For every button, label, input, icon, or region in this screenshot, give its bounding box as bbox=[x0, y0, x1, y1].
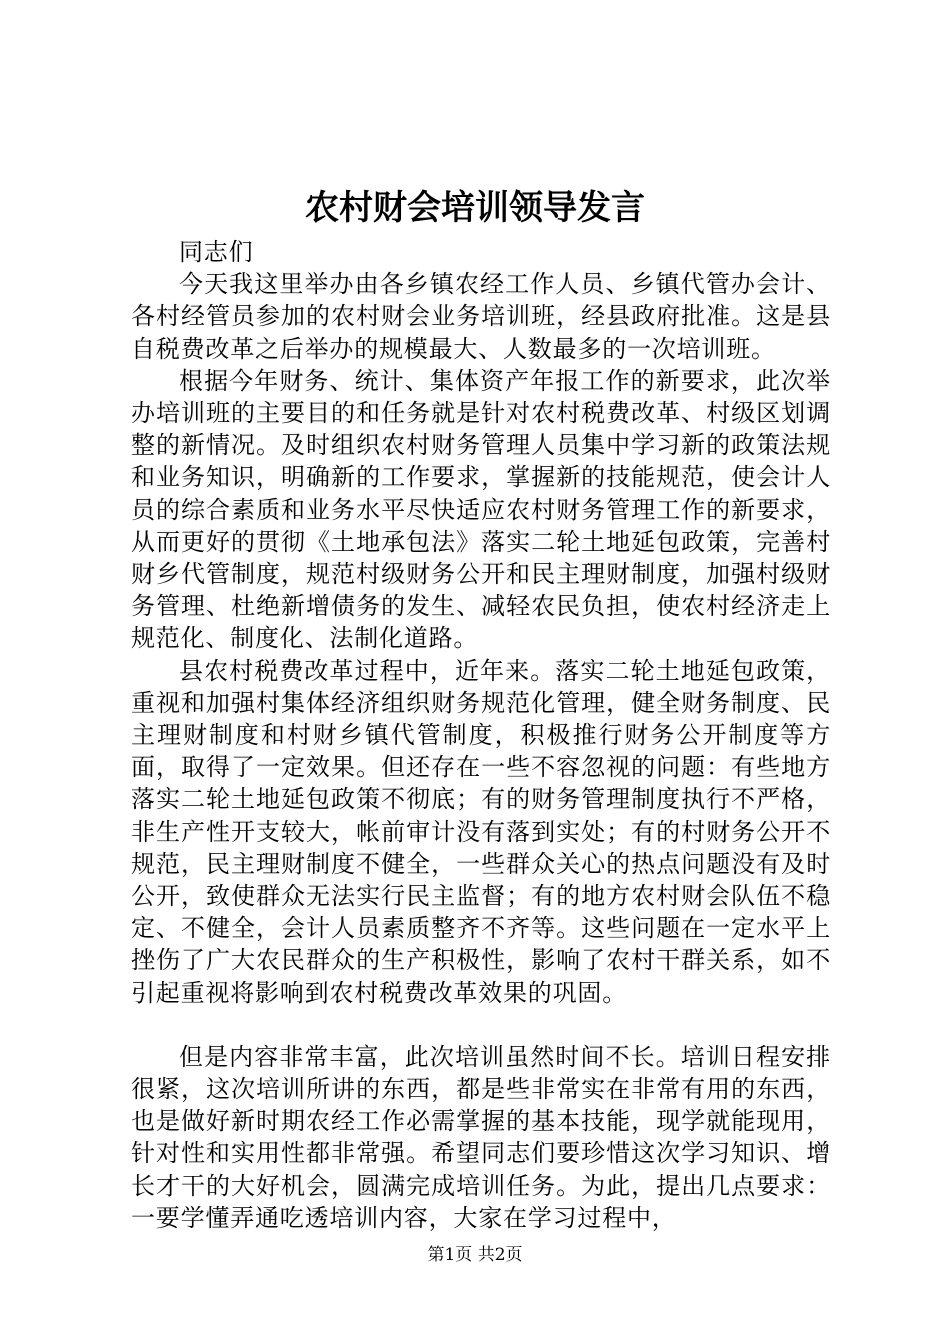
salutation: 同志们 bbox=[179, 238, 254, 266]
paragraph-2: 根据今年财务、统计、集体资产年报工作的新要求，此次举办培训班的主要目的和任务就是针对农村税费改革、村级区划调整的新情况。及时组织农村财务管理人员集中学习新的政策法规和业务知识，明确新的工作要求，掌握新的技能规范，使会计人员的综合素质和业务水平尽快适应农村财务管理工作的新要求，从而更好的贯彻《土地承包法》落实二轮土地延包政策，完善村财乡代管制度，规范村级财务公开和民主理财制度，加强村级财务管理、杜绝新增债务的发生、减轻农民负担，使农村经济走上规范化、制度化、法制化道路。 bbox=[131, 366, 831, 653]
paragraph-1: 今天我这里举办由各乡镇农经工作人员、乡镇代管办会计、各村经管员参加的农村财会业务培训班，经县政府批准。这是县自税费改革之后举办的规模最大、人数最多的一次培训班。 bbox=[131, 270, 831, 363]
paragraph-4: 但是内容非常丰富，此次培训虽然时间不长。培训日程安排很紧，这次培训所讲的东西，都是些非常实在非常有用的东西，也是做好新时期农经工作必需掌握的基本技能，现学就能现用，针对性和实用性都非常强。希望同志们要珍惜这次学习知识、增长才干的大好机会，圆满完成培训任务。为此，提出几点要求：一要学懂弄通吃透培训内容，大家在学习过程中， bbox=[131, 1042, 831, 1232]
document-title: 农村财会培训领导发言 bbox=[305, 188, 645, 228]
document-body bbox=[131, 236, 831, 1234]
page-number-footer: 第1页 共2页 bbox=[427, 1245, 523, 1265]
paragraph-3: 县农村税费改革过程中，近年来。落实二轮土地延包政策，重视和加强村集体经济组织财务规范化管理，健全财务制度、民主理财制度和村财乡镇代管制度，积极推行财务公开制度等方面，取得了一定效果。但还存在一些不容忽视的问题：有些地方落实二轮土地延包政策不彻底；有的财务管理制度执行不严格，非生产性开支较大，帐前审计没有落到实处；有的村财务公开不规范，民主理财制度不健全，一些群众关心的热点问题没有及时公开，致使群众无法实行民主监督；有的地方农村财会队伍不稳定、不健全，会计人员素质整齐不齐等。这些问题在一定水平上挫伤了广大农民群众的生产积极性，影响了农村干群关系，如不引起重视将影响到农村税费改革效果的巩固。 bbox=[131, 656, 831, 1007]
